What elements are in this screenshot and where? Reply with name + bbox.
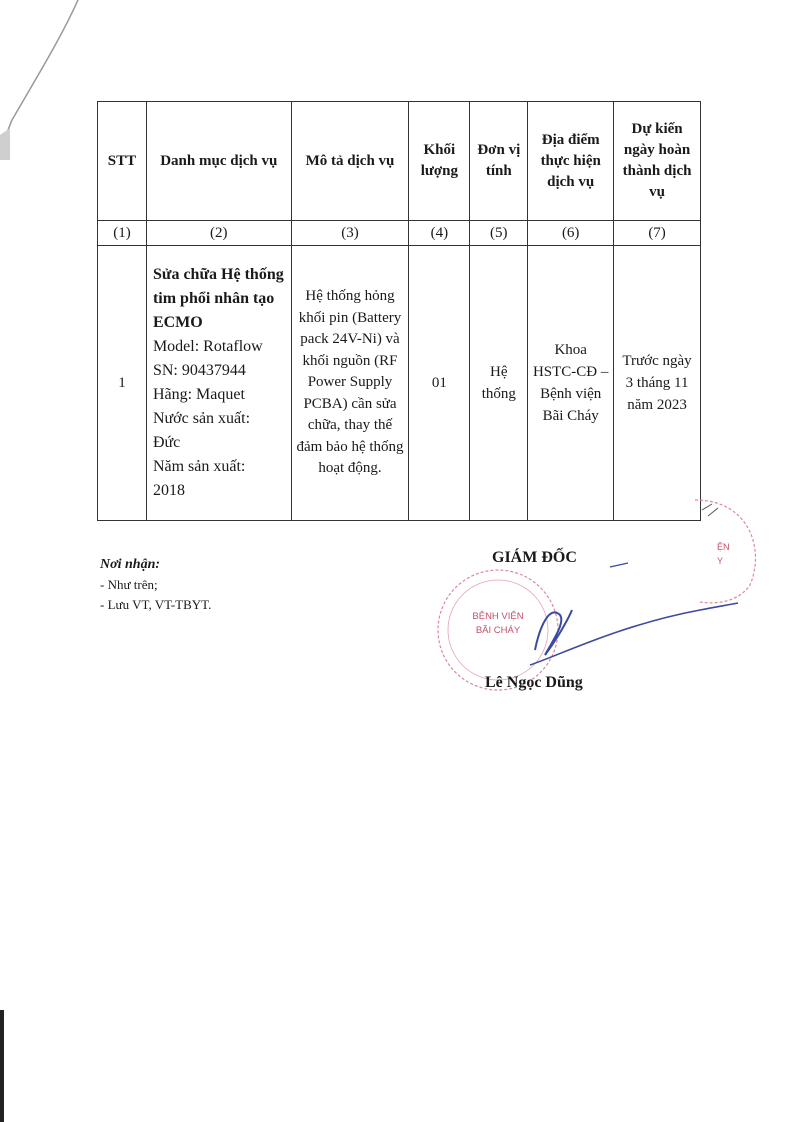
column-number: (3) xyxy=(291,221,409,246)
header-stt: STT xyxy=(98,102,147,221)
column-number: (7) xyxy=(614,221,701,246)
director-title: GIÁM ĐỐC xyxy=(492,549,577,566)
column-number: (5) xyxy=(470,221,528,246)
scan-edge-bar xyxy=(0,1010,4,1122)
receivers-title: Nơi nhận: xyxy=(100,557,161,572)
category-title: Sửa chữa Hệ thống tim phổi nhân tạo ECMO xyxy=(152,266,284,331)
cell-description: Hệ thống hỏng khối pin (Battery pack 24V-Ni) và khối nguồn (RF Power Supply PCBA) cần sửa chữa, thay thế đảm bảo hệ thống hoạt động. xyxy=(291,246,409,521)
category-serial: SN: 90437944 xyxy=(152,362,246,379)
category-year: 2018 xyxy=(152,482,185,499)
cell-location: Khoa HSTC-CĐ – Bệnh viện Bãi Cháy xyxy=(528,246,614,521)
receivers-block xyxy=(100,555,211,615)
category-country-label: Nước sản xuất: xyxy=(152,410,251,427)
side-stamp-line: Y xyxy=(717,556,724,566)
stamp-line: BỆNH VIỆN xyxy=(472,611,524,622)
header-quantity: Khối lượng xyxy=(409,102,470,221)
service-table xyxy=(97,101,701,521)
stamp-line: BÃI CHÁY xyxy=(475,625,521,636)
column-number: (6) xyxy=(528,221,614,246)
column-number: (1) xyxy=(98,221,147,246)
header-location: Địa điểm thực hiện dịch vụ xyxy=(528,102,614,221)
table-header-row xyxy=(98,102,701,221)
cell-stt: 1 xyxy=(98,246,147,521)
category-year-label: Năm sản xuất: xyxy=(152,458,246,475)
cell-quantity: 01 xyxy=(409,246,470,521)
cell-category xyxy=(146,246,291,521)
category-model: Model: Rotaflow xyxy=(152,338,263,355)
column-number: (2) xyxy=(146,221,291,246)
scan-artifact-line xyxy=(0,0,90,160)
table-row xyxy=(98,246,701,521)
category-brand: Hãng: Maquet xyxy=(152,386,245,403)
cell-deadline: Trước ngày 3 tháng 11 năm 2023 xyxy=(614,246,701,521)
side-stamp-line: ỆN xyxy=(717,542,730,552)
column-number-row xyxy=(98,221,701,246)
signature-icon xyxy=(500,555,740,675)
receiver-item: - Lưu VT, VT-TBYT. xyxy=(100,597,212,612)
column-number: (4) xyxy=(409,221,470,246)
category-country: Đức xyxy=(152,434,181,451)
header-category: Danh mục dịch vụ xyxy=(146,102,291,221)
header-unit: Đơn vị tính xyxy=(470,102,528,221)
header-description: Mô tả dịch vụ xyxy=(291,102,409,221)
cell-unit: Hệ thống xyxy=(470,246,528,521)
header-deadline: Dự kiến ngày hoàn thành dịch vụ xyxy=(614,102,701,221)
signer-name: Lê Ngọc Dũng xyxy=(485,674,583,691)
receiver-item: - Như trên; xyxy=(100,577,158,592)
